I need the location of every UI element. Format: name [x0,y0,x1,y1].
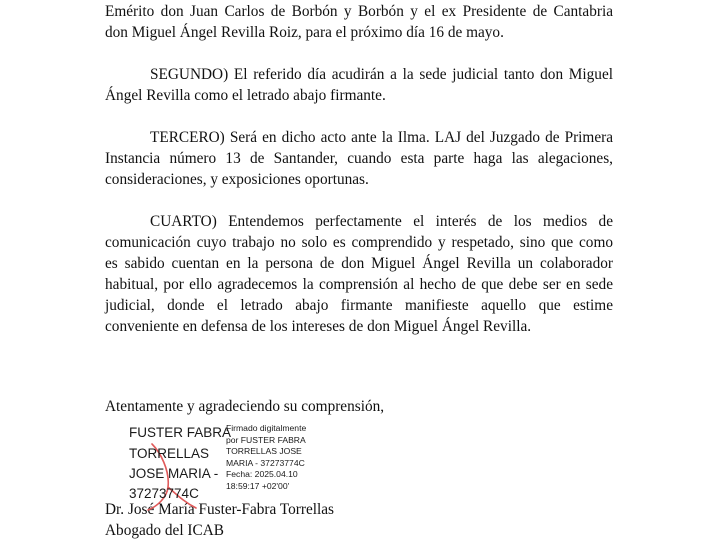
text-line: conveniente en defensa de los intereses de don Miguel Ángel Revilla. [105,318,532,335]
signature-info-line: TORRELLAS JOSE [226,446,302,456]
signature-name-line: 37273774C [129,486,199,501]
text-line: habitual, por ello agradecemos la comprensión al hecho de que debe ser en sede [105,276,613,293]
text-line: CUARTO) Entendemos perfectamente el interés de los medios de [150,213,613,230]
text-line: Dr. José María Fuster-Fabra Torrellas [105,501,335,518]
text-line: Emérito don Juan Carlos de Borbón y Borbón y el ex Presidente de Cantabria [105,3,613,20]
text-line: Abogado del ICAB [105,522,224,539]
text-line: SEGUNDO) El referido día acudirán a la sede judicial tanto don Miguel [150,66,613,83]
signature-info-line: 18:59:17 +02'00' [226,480,290,491]
signature-info-line: Firmado digitalmente [226,423,307,433]
signature-name-line: JOSE MARIA - [129,466,219,481]
text-line: Atentamente y agradeciendo su comprensión, [105,398,385,415]
signature-info-line: por FUSTER FABRA [226,434,306,445]
text-line: don Miguel Ángel Revilla Roiz, para el próximo día 16 de mayo. [105,24,504,41]
text-line: es sabido cuentan en la persona de don Miguel Ángel Revilla un colaborador [105,255,613,272]
text-line: judicial, donde el letrado abajo firmante manifieste aquello que estime [105,297,613,314]
text-line: Ángel Revilla como el letrado abajo firmante. [105,87,386,104]
text-line: consideraciones, y exposiciones oportunas. [105,171,369,188]
signature-info-line: MARIA - 37273774C [226,457,305,468]
signature-name-line: TORRELLAS [129,446,210,461]
signature-name-line: FUSTER FABRA [129,425,232,440]
signature-info-line: Fecha: 2025.04.10 [226,469,298,479]
text-line: TERCERO) Será en dicho acto ante la Ilma. LAJ del Juzgado de Primera [150,129,613,146]
text-line: Instancia número 13 de Santander, cuando esta parte haga las alegaciones, [105,150,613,167]
text-line: comunicación cuyo trabajo no solo es comprendido y respetado, sino que como [105,234,613,251]
